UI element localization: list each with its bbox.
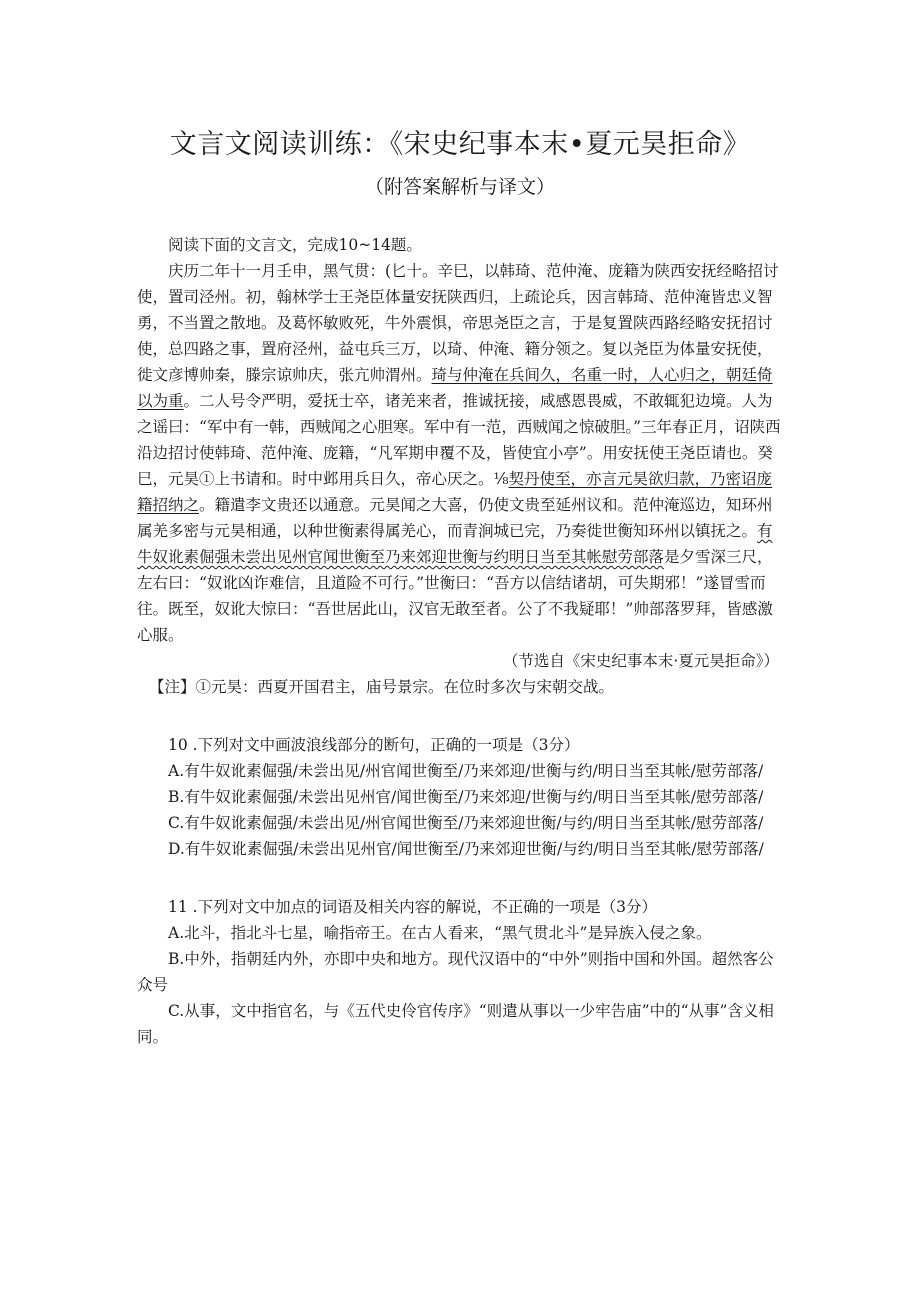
option-a: A.有牛奴讹素倔强/未尝出见/州官闻世衡至/乃来郊迎/世衡与约/明日当至其帐/慰劳部落/ <box>168 762 764 780</box>
underlined-sentence-2: 契丹使至，亦言元昊欲归款，乃密诏庞籍招纳之 <box>137 470 773 514</box>
wavy-underlined-sentence: 有牛奴讹素倔强未尝出见州官闻世衡至乃来郊迎世衡与约明日当至其帐慰劳部落 <box>137 522 773 566</box>
option-c: C.有牛奴讹素倔强/未尝出见/州官闻世衡至/乃来郊迎世衡/与约/明日当至其帐/慰劳部落/ <box>168 814 764 832</box>
document-body <box>137 232 787 1050</box>
option-b: B.有牛奴讹素倔强/未尝出见州官/闻世衡至/乃来郊迎/世衡与约/明日当至其帐/慰劳部落/ <box>168 788 764 806</box>
passage-text-3: 。籍遣李文贵还以通意。元昊闻之大喜，仍使文贵至延州议和。范仲淹巡边，知环州属羌多密与元昊相通，以种世衡素得属羌心，而青涧城已完，乃奏徙世衡知环州以镇抚之。 <box>137 496 773 540</box>
question-10 <box>137 732 787 862</box>
page-subtitle: （附答案解析与译文） <box>364 176 555 198</box>
option-c: C.从事，文中指官名，与《五代史伶官传序》“则遣从事以一少牢告庙”中的“从事”含义相同。 <box>137 1002 774 1046</box>
passage-text-2: 。二人号令严明，爱抚士卒，诸羌来者，推诚抚接，咸感恩畏威，不敢辄犯边境。人为之谣曰：“军中有一韩，西贼闻之心胆寒。军中有一范，西贼闻之惊破胆。”三年春正月，诏陕西沿边招讨使韩琦、范仲淹、庞籍，“凡军期申覆不及，皆使宜小亭”。用安抚使王尧臣请也。癸巳，元昊①上书请和。时中邺用兵日久，帝心厌之。⅛ <box>137 392 781 488</box>
passage-text-4: 是夕雪深三尺，左右曰：“奴讹凶诈难信，且道险不可行。”世衡曰：“吾方以信结诸胡，可失期邪！”遂冒雪而往。既至，奴讹大惊曰：“吾世居此山，汉官无敢至者。公了不我疑耶！”帅部落罗拜，皆感激心服。 <box>137 548 773 644</box>
underlined-sentence-1: 琦与仲淹在兵间久，名重一时，人心归之，朝廷倚以为重 <box>137 366 773 410</box>
passage-text-1: 庆历二年十一月壬申，黑气贯：(匕十。辛巳，以韩琦、范仲淹、庞籍为陕西安抚经略招讨使，置司泾州。初，翰林学士王尧臣体量安抚陕西归，上疏论兵，因言韩琦、范仲淹皆忠义智勇，不当置之散地。及葛怀敏败死，牛外震惧，帝思尧臣之言，于是复置陕西路经略安抚招讨使，总四路之事，置府泾州，益屯兵三万，以琦、仲淹、籍分领之。复以尧臣为体量安抚使，徙文彦博帅秦，滕宗谅帅庆，张亢帅渭州。 <box>137 262 779 384</box>
option-d: D.有牛奴讹素倔强/未尝出见州官/闻世衡至/乃来郊迎世衡/与约/明日当至其帐/慰劳部落/ <box>168 840 764 858</box>
spacer <box>137 862 787 888</box>
question-11 <box>137 894 787 1050</box>
option-a: A.北斗，指北斗七星，喻指帝王。在古人看来，“黑气贯北斗”是异族入侵之象。 <box>168 924 712 942</box>
intro-line: 阅读下面的文言文，完成10~14题。 <box>168 236 422 254</box>
question-stem: 11 .下列对文中加点的词语及相关内容的解说，不正确的一项是（3分） <box>168 898 657 916</box>
passage-paragraph <box>137 258 787 648</box>
option-b: B.中外，指朝廷内外，亦即中央和地方。现代汉语中的“中外”则指中国和外国。超然客公众号 <box>137 950 774 994</box>
question-stem: 10 .下列对文中画波浪线部分的断句，正确的一项是（3分） <box>168 736 580 754</box>
footnote: 【注】①元昊：西夏开国君主，庙号景宗。在位时多次与宋朝交战。 <box>149 678 615 696</box>
spacer <box>137 700 787 726</box>
page-title: 文言文阅读训练：《宋史纪事本末•夏元昊拒命》 <box>169 129 751 160</box>
source-citation: （节选自《宋史纪事本末·夏元昊拒命》） <box>502 652 779 670</box>
